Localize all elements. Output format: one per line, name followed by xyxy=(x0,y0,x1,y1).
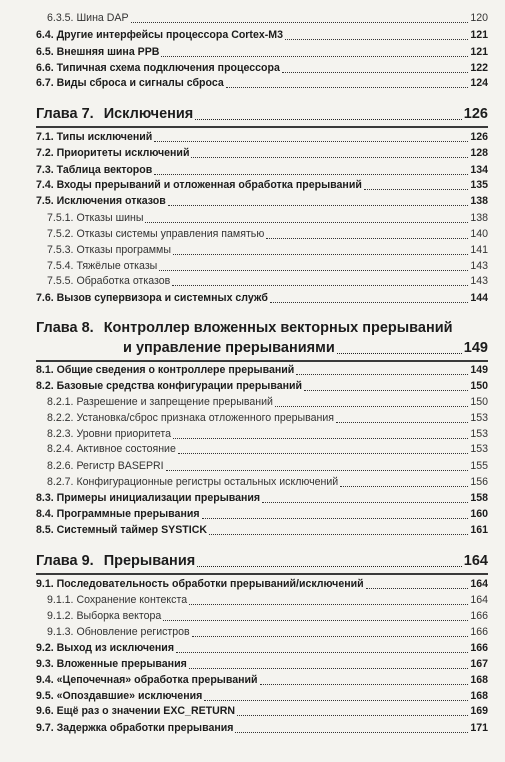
entry-title: 8.4. Программные прерывания xyxy=(36,508,200,520)
chapter-rule xyxy=(36,126,488,128)
toc-entry[interactable] xyxy=(36,179,488,191)
entry-title: 7.5.4. Тяжёлые отказы xyxy=(47,260,158,272)
toc-entry[interactable] xyxy=(36,147,488,159)
toc-entry[interactable] xyxy=(36,705,488,717)
entry-page: 160 xyxy=(470,508,488,520)
entry-page: 121 xyxy=(470,29,488,41)
dot-leader xyxy=(178,453,468,454)
chapter-heading[interactable] xyxy=(36,553,488,569)
dot-leader xyxy=(237,715,468,716)
entry-page: 166 xyxy=(470,642,488,654)
toc-entry[interactable] xyxy=(47,610,488,622)
dot-leader xyxy=(154,174,468,175)
entry-title: 9.4. «Цепочечная» обработка прерываний xyxy=(36,674,258,686)
toc-entry[interactable] xyxy=(47,275,488,287)
entry-page: 143 xyxy=(470,260,488,272)
entry-title: 8.2.3. Уровни приоритета xyxy=(47,428,171,440)
chapter-label: Глава 8. xyxy=(36,320,94,336)
toc-entry[interactable] xyxy=(36,292,488,304)
toc-entry[interactable] xyxy=(36,380,488,392)
toc-entry[interactable] xyxy=(36,642,488,654)
entry-page: 171 xyxy=(470,722,488,734)
entry-page: 121 xyxy=(470,46,488,58)
entry-page: 124 xyxy=(470,77,488,89)
chapter-page: 126 xyxy=(463,106,488,122)
toc-entry[interactable] xyxy=(36,164,488,176)
dot-leader xyxy=(195,119,462,120)
entry-page: 168 xyxy=(470,674,488,686)
toc-entry[interactable] xyxy=(36,62,488,74)
entry-title: 7.5.2. Отказы системы управления памятью xyxy=(47,228,265,240)
entry-page: 153 xyxy=(470,443,488,455)
entry-page: 158 xyxy=(470,492,488,504)
toc-entry[interactable] xyxy=(47,428,488,440)
toc-entry[interactable] xyxy=(36,690,488,702)
entry-title: 8.2.2. Установка/сброс признака отложенного прерывания xyxy=(47,412,335,424)
dot-leader xyxy=(161,56,468,57)
entry-title: 7.5.3. Отказы программы xyxy=(47,244,171,256)
entry-title: 7.3. Таблица векторов xyxy=(36,164,153,176)
entry-page: 122 xyxy=(470,62,488,74)
entry-title: 9.1.3. Обновление регистров xyxy=(47,626,190,638)
entry-title: 8.2.4. Активное состояние xyxy=(47,443,176,455)
dot-leader xyxy=(260,684,469,685)
chapter-title: Прерывания xyxy=(103,553,196,569)
entry-title: 8.2. Базовые средства конфигурации прерываний xyxy=(36,380,303,392)
entry-page: 140 xyxy=(470,228,488,240)
chapter-page: 149 xyxy=(463,340,488,356)
entry-page: 135 xyxy=(470,179,488,191)
chapter-heading[interactable] xyxy=(36,320,488,336)
toc-entry[interactable] xyxy=(36,658,488,670)
entry-page: 120 xyxy=(470,12,488,24)
toc-entry[interactable] xyxy=(36,492,488,504)
chapter-title-line1: Контроллер вложенных векторных прерываний xyxy=(103,320,453,336)
chapter-heading-line1 xyxy=(36,320,488,336)
entry-title: 6.6. Типичная схема подключения процессора xyxy=(36,62,280,74)
entry-page: 169 xyxy=(470,705,488,717)
entry-page: 164 xyxy=(470,578,488,590)
entry-page: 150 xyxy=(470,380,488,392)
entry-page: 143 xyxy=(470,275,488,287)
entry-title: 9.1.2. Выборка вектора xyxy=(47,610,162,622)
entry-title: 8.5. Системный таймер SYSTICK xyxy=(36,524,207,536)
entry-title: 7.6. Вызов супервизора и системных служб xyxy=(36,292,268,304)
toc-entry[interactable] xyxy=(47,460,488,472)
entry-title: 8.2.7. Конфигурационные регистры остальных исключений xyxy=(47,476,339,488)
dot-leader xyxy=(131,22,469,23)
dot-leader xyxy=(270,302,468,303)
dot-leader xyxy=(145,222,468,223)
dot-leader xyxy=(266,238,468,239)
entry-page: 153 xyxy=(470,428,488,440)
dot-leader xyxy=(172,285,468,286)
entry-page: 149 xyxy=(470,364,488,376)
toc-entry[interactable] xyxy=(47,244,488,256)
entry-page: 161 xyxy=(470,524,488,536)
dot-leader xyxy=(340,486,468,487)
entry-title: 8.2.1. Разрешение и запрещение прерываний xyxy=(47,396,273,408)
dot-leader xyxy=(336,422,468,423)
dot-leader xyxy=(209,534,468,535)
entry-page: 166 xyxy=(470,610,488,622)
dot-leader xyxy=(191,157,468,158)
entry-title: 7.5.1. Отказы шины xyxy=(47,212,144,224)
toc-entry[interactable] xyxy=(36,722,488,734)
entry-title: 9.6. Ещё раз о значении EXC_RETURN xyxy=(36,705,236,717)
entry-page: 144 xyxy=(470,292,488,304)
entry-page: 153 xyxy=(470,412,488,424)
dot-leader xyxy=(285,39,468,40)
entry-title: 9.1.1. Сохранение контекста xyxy=(47,594,188,606)
entry-title: 9.7. Задержка обработки прерывания xyxy=(36,722,234,734)
chapter-heading[interactable] xyxy=(36,106,488,122)
dot-leader xyxy=(166,470,469,471)
chapter-title: Исключения xyxy=(103,106,194,122)
toc-entry[interactable] xyxy=(36,674,488,686)
toc-entry[interactable] xyxy=(47,12,488,24)
entry-title: 9.2. Выход из исключения xyxy=(36,642,175,654)
toc-entry[interactable] xyxy=(36,46,488,58)
dot-leader xyxy=(189,668,469,669)
toc-entry[interactable] xyxy=(36,29,488,41)
toc-entry[interactable] xyxy=(36,77,488,89)
toc-entry[interactable] xyxy=(36,578,488,590)
dot-leader xyxy=(176,652,468,653)
toc-entry[interactable] xyxy=(47,212,488,224)
entry-title: 7.2. Приоритеты исключений xyxy=(36,147,190,159)
dot-leader xyxy=(192,636,469,637)
entry-page: 126 xyxy=(470,131,488,143)
toc-entry[interactable] xyxy=(47,476,488,488)
entry-title: 6.7. Виды сброса и сигналы сброса xyxy=(36,77,224,89)
entry-page: 155 xyxy=(470,460,488,472)
toc-entry[interactable] xyxy=(36,524,488,536)
toc-entry[interactable] xyxy=(47,443,488,455)
entry-title: 6.4. Другие интерфейсы процессора Cortex-M3 xyxy=(36,29,283,41)
toc-entry[interactable] xyxy=(47,594,488,606)
chapter-title-line2: и управление прерываниями xyxy=(123,340,335,356)
dot-leader xyxy=(304,390,468,391)
chapter-rule xyxy=(36,360,488,362)
entry-page: 168 xyxy=(470,690,488,702)
entry-page: 166 xyxy=(470,626,488,638)
chapter-label: Глава 7. xyxy=(36,106,94,122)
dot-leader xyxy=(159,270,468,271)
dot-leader xyxy=(235,732,468,733)
entry-title: 6.3.5. Шина DAP xyxy=(47,12,129,24)
dot-leader xyxy=(296,374,468,375)
dot-leader xyxy=(163,620,468,621)
entry-title: 9.1. Последовательность обработки прерываний/исключений xyxy=(36,578,364,590)
entry-page: 138 xyxy=(470,212,488,224)
dot-leader xyxy=(197,566,462,567)
dot-leader xyxy=(366,588,469,589)
toc-entry[interactable] xyxy=(36,131,488,143)
entry-title: 7.5.5. Обработка отказов xyxy=(47,275,171,287)
chapter-rule xyxy=(36,573,488,575)
toc-entry[interactable] xyxy=(47,412,488,424)
chapter-label: Глава 9. xyxy=(36,553,94,569)
dot-leader xyxy=(168,205,469,206)
entry-page: 156 xyxy=(470,476,488,488)
entry-page: 141 xyxy=(470,244,488,256)
entry-title: 9.3. Вложенные прерывания xyxy=(36,658,187,670)
toc-entry[interactable] xyxy=(47,260,488,272)
entry-page: 164 xyxy=(470,594,488,606)
toc-entry[interactable] xyxy=(36,195,488,207)
dot-leader xyxy=(204,700,468,701)
dot-leader xyxy=(173,254,468,255)
entry-page: 134 xyxy=(470,164,488,176)
entry-page: 138 xyxy=(470,195,488,207)
dot-leader xyxy=(173,438,468,439)
entry-page: 150 xyxy=(470,396,488,408)
entry-page: 128 xyxy=(470,147,488,159)
entry-page: 167 xyxy=(470,658,488,670)
toc-entry[interactable] xyxy=(36,508,488,520)
entry-title: 7.4. Входы прерываний и отложенная обработка прерываний xyxy=(36,179,362,191)
entry-title: 9.5. «Опоздавшие» исключения xyxy=(36,690,203,702)
toc-entry[interactable] xyxy=(36,364,488,376)
dot-leader xyxy=(202,518,469,519)
dot-leader xyxy=(154,141,468,142)
dot-leader xyxy=(337,353,462,354)
dot-leader xyxy=(226,87,469,88)
toc-entry[interactable] xyxy=(47,626,488,638)
entry-title: 7.1. Типы исключений xyxy=(36,131,153,143)
entry-title: 6.5. Внешняя шина PPB xyxy=(36,46,160,58)
dot-leader xyxy=(262,502,468,503)
entry-title: 7.5. Исключения отказов xyxy=(36,195,166,207)
chapter-page: 164 xyxy=(463,553,488,569)
dot-leader xyxy=(275,406,468,407)
dot-leader xyxy=(282,72,468,73)
entry-title: 8.3. Примеры инициализации прерывания xyxy=(36,492,261,504)
entry-title: 8.1. Общие сведения о контроллере прерываний xyxy=(36,364,295,376)
dot-leader xyxy=(364,189,468,190)
dot-leader xyxy=(189,604,468,605)
entry-title: 8.2.6. Регистр BASEPRI xyxy=(47,460,164,472)
chapter-heading-line2[interactable] xyxy=(123,340,488,356)
toc-entry[interactable] xyxy=(47,396,488,408)
toc-entry[interactable] xyxy=(47,228,488,240)
